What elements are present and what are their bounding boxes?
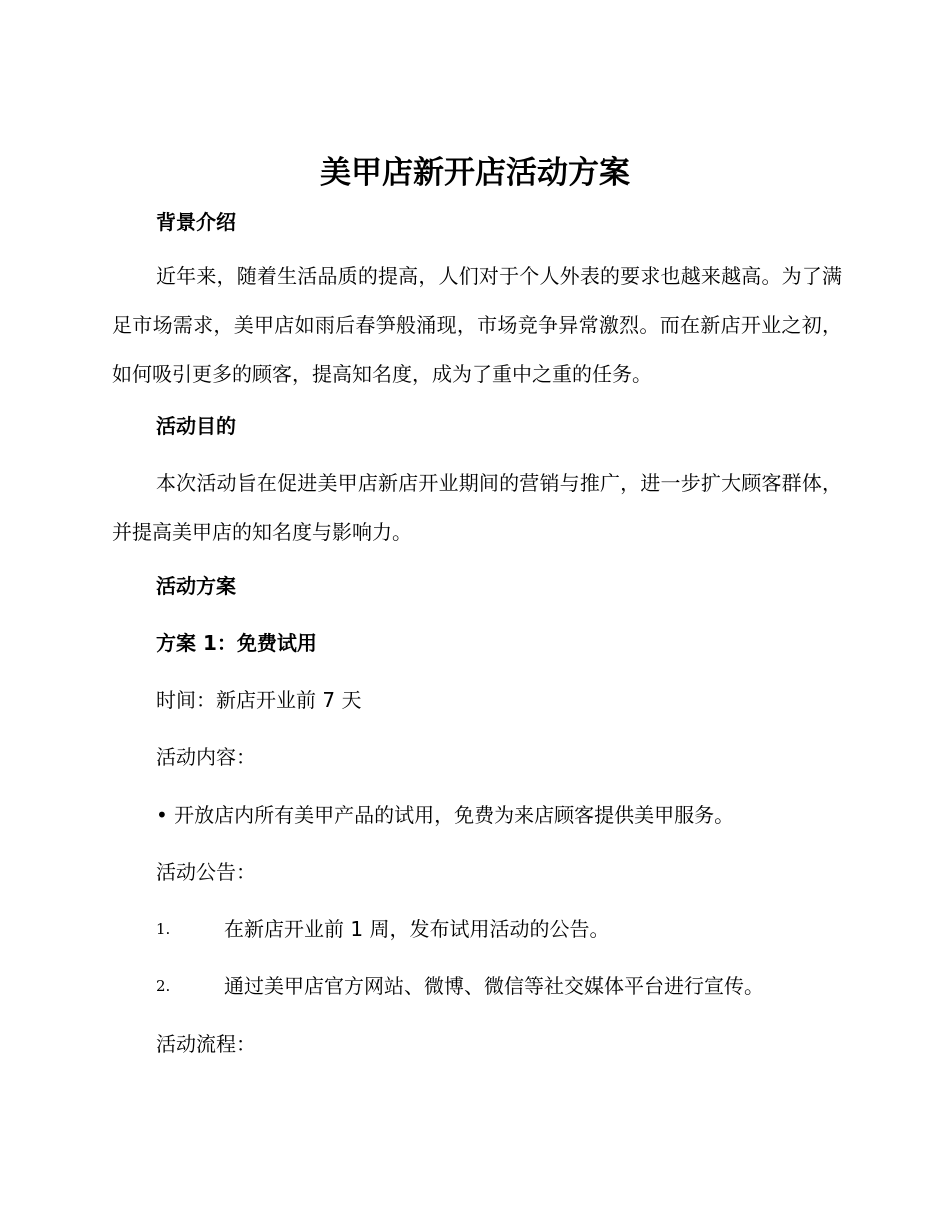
list-item-number: 1. xyxy=(156,920,171,938)
heading-plan-1: 方案 1：免费试用 xyxy=(156,631,317,655)
paragraph-background: 近年来，随着生活品质的提高，人们对于个人外表的要求也越来越高。为了满足市场需求，美甲店如雨后春笋般涌现，市场竞争异常激烈。而在新店开业之初，如何吸引更多的顾客，提高知名度，成为了重中之重的任务。 xyxy=(112,264,842,386)
document-title: 美甲店新开店活动方案 xyxy=(320,155,630,191)
list-item-text: 通过美甲店官方网站、微博、微信等社交媒体平台进行宣传。 xyxy=(224,974,764,998)
plan-1-time: 时间：新店开业前 7 天 xyxy=(156,688,362,712)
process-label: 活动流程： xyxy=(156,1032,256,1056)
content-label: 活动内容： xyxy=(156,745,256,769)
list-item-number: 2. xyxy=(156,977,171,995)
heading-plan: 活动方案 xyxy=(156,574,236,598)
announcement-label: 活动公告： xyxy=(156,860,256,884)
heading-purpose: 活动目的 xyxy=(156,414,236,438)
heading-background: 背景介绍 xyxy=(156,210,236,234)
paragraph-purpose: 本次活动旨在促进美甲店新店开业期间的营销与推广，进一步扩大顾客群体，并提高美甲店的知名度与影响力。 xyxy=(112,471,842,544)
list-item-text: 在新店开业前 1 周，发布试用活动的公告。 xyxy=(224,917,610,941)
content-bullet-item: • 开放店内所有美甲产品的试用，免费为来店顾客提供美甲服务。 xyxy=(156,803,735,827)
